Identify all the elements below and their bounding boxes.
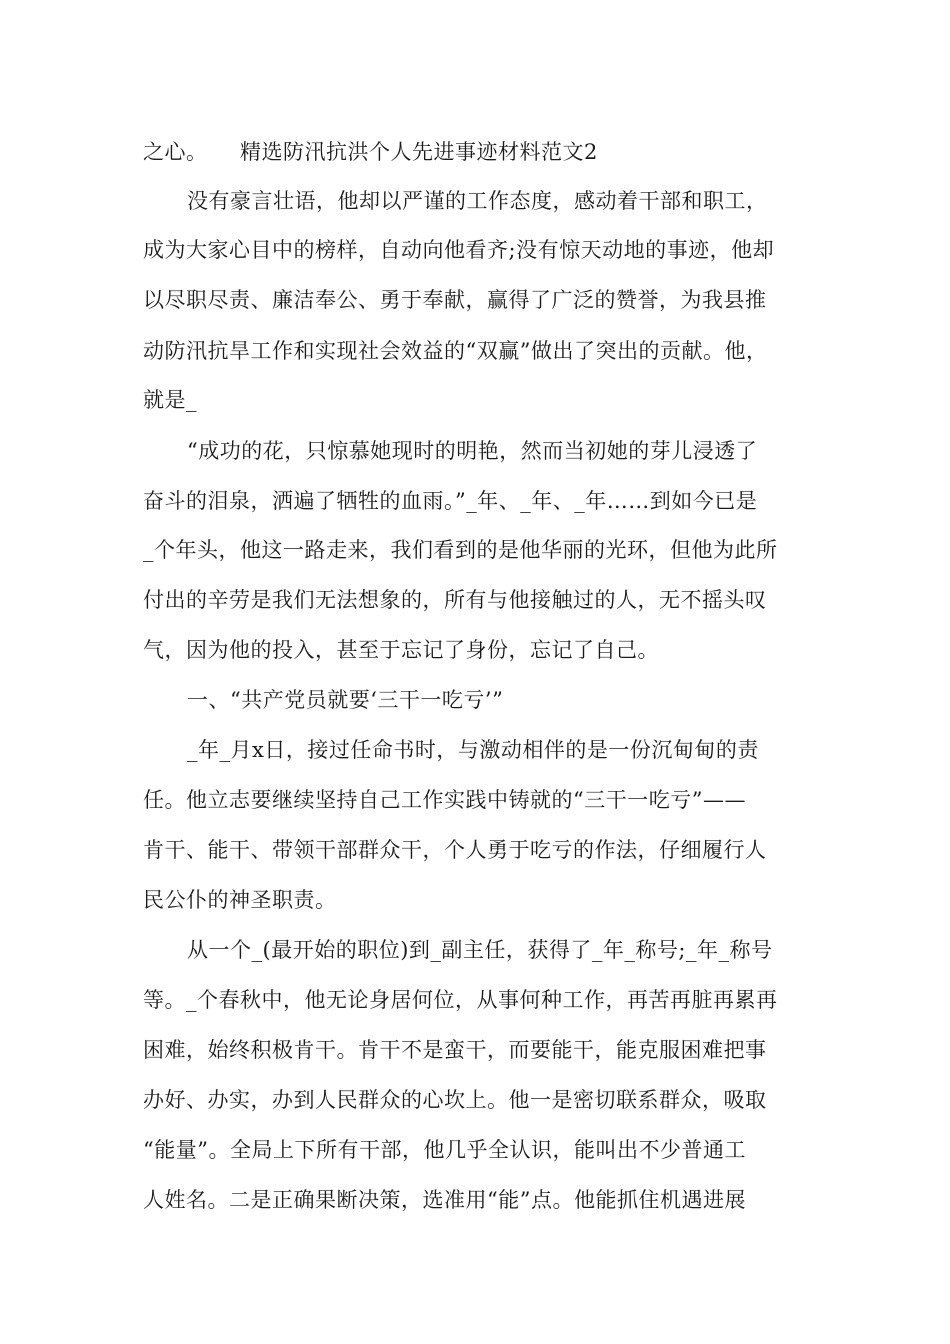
- text-line: 办好、办实，办到人民群众的心坎上。他一是密切联系群众，吸取: [143, 1088, 767, 1112]
- text-line: 以尽职尽责、廉洁奉公、勇于奉献，赢得了广泛的赞誉，为我县推: [143, 288, 767, 312]
- section-heading: 一、“共产党员就要‘三干一吃亏’”: [187, 688, 504, 712]
- text-line: 奋斗的泪泉，洒遍了牺牲的血雨。”_年、_年、_年……到如今已是: [143, 489, 758, 513]
- text-line: 等。_个春秋中，他无论身居何位，从事何种工作，再苦再脏再累再: [143, 988, 778, 1012]
- text-line: “能量”。全局上下所有干部，他几乎全认识，能叫出不少普通工: [143, 1138, 746, 1162]
- text-line: 就是_: [143, 388, 197, 412]
- text-line: 没有豪言壮语，他却以严谨的工作态度，感动着干部和职工，: [187, 189, 768, 213]
- text-line: “成功的花，只惊慕她现时的明艳，然而当初她的芽儿浸透了: [187, 439, 758, 463]
- text-line: _年_月x日，接过任命书时，与激动相伴的是一份沉甸甸的责: [187, 738, 759, 762]
- text-line: 民公仆的神圣职责。: [143, 888, 337, 912]
- text-line: _个年头，他这一路走来，我们看到的是他华丽的光环，但他为此所: [143, 538, 778, 562]
- text-line: 从一个_(最开始的职位)到_副主任，获得了_年_称号;_年_称号: [187, 938, 773, 962]
- text-line: 之心。 精选防汛抗洪个人先进事迹材料范文2: [143, 140, 598, 164]
- text-line: 付出的辛劳是我们无法想象的，所有与他接触过的人，无不摇头叹: [143, 588, 767, 612]
- text-line: 困难，始终积极肯干。肯干不是蛮干，而要能干，能克服困难把事: [143, 1038, 767, 1062]
- text-line: 动防汛抗旱工作和实现社会效益的“双赢”做出了突出的贡献。他，: [143, 339, 768, 363]
- text-line: 人姓名。二是正确果断决策，选准用“能”点。他能抓住机遇进展: [143, 1188, 746, 1212]
- text-line: 气，因为他的投入，甚至于忘记了身份，忘记了自己。: [143, 638, 659, 662]
- text-line: 成为大家心目中的榜样，自动向他看齐;没有惊天动地的事迹，他却: [143, 238, 775, 262]
- text-line: 任。他立志要继续坚持自己工作实践中铸就的“三干一吃亏”——: [143, 788, 746, 812]
- text-line: 肯干、能干、带领干部群众干，个人勇于吃亏的作法，仔细履行人: [143, 838, 767, 862]
